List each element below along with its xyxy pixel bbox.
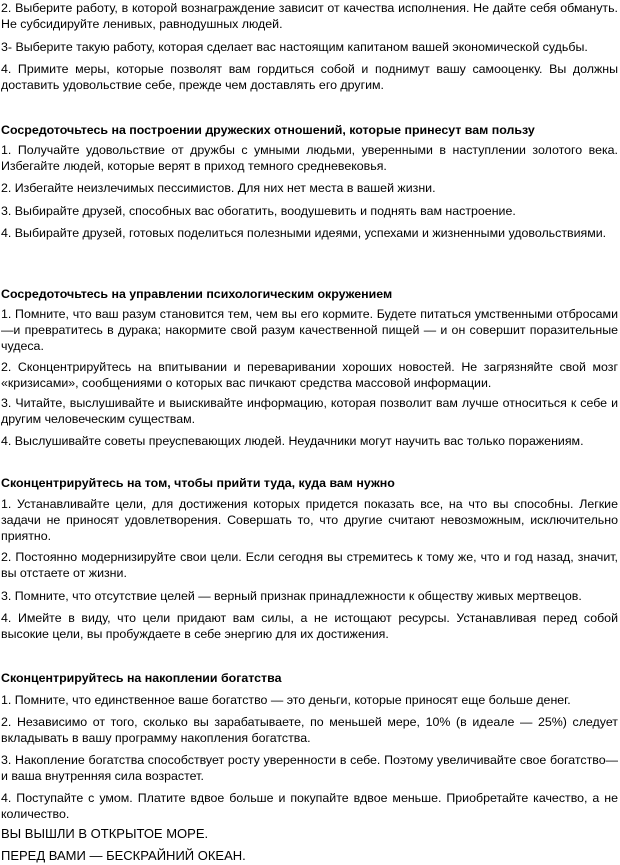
- wealth-item-2: 2. Независимо от того, сколько вы зарабатываете, по меньшей мере, 10% (в идеале — 25%) следует вкладывать в вашу программу накопления богатства.: [1, 715, 618, 745]
- friendship-item-4: 4. Выбирайте друзей, готовых поделиться полезными идеями, успехами и жизненными удовольствиями.: [1, 226, 607, 240]
- intro-paragraph-2: 2. Выберите работу, в которой вознаграждение зависит от качества исполнения. Не дайте себя обмануть. Не субсидируйте ленивых, равнодушных людей.: [1, 1, 618, 31]
- section-heading-wealth: Сконцентрируйтесь на накоплении богатства: [1, 671, 282, 685]
- environment-item-3: 3. Читайте, выслушивайте и выискивайте информацию, которая позволит вам лучше относиться к себе и другим человеческим существам.: [1, 396, 618, 426]
- wealth-item-3: 3. Накопление богатства способствует росту уверенности в себе. Поэтому увеличивайте свое богатство—и ваша внутренняя сила возрастет.: [1, 753, 618, 783]
- section-heading-friendship: Сосредоточьтесь на построении дружеских отношений, которые принесут вам пользу: [1, 123, 535, 137]
- environment-item-2: 2. Сконцентрируйтесь на впитывании и переваривании хороших новостей. Не загрязняйте свой мозг «кризисами», сообщениями о которых вас пичкают средства массовой информации.: [1, 360, 618, 390]
- section-heading-goals: Сконцентрируйтесь на том, чтобы прийти туда, куда вам нужно: [1, 476, 395, 490]
- goals-item-2: 2. Постоянно модернизируйте свои цели. Если сегодня вы стремитесь к тому же, что и год назад, значит, вы отстаете от жизни.: [1, 550, 618, 580]
- closing-line-1: ВЫ ВЫШЛИ В ОТКРЫТОЕ МОРЕ.: [1, 826, 209, 841]
- goals-item-1: 1. Устанавливайте цели, для достижения которых придется показать все, на что вы способны. Легкие задачи не приносят удовлетворения. Совершать то, что другие считают невозможным, исключительно приятно.: [1, 497, 618, 543]
- environment-item-4: 4. Выслушивайте советы преуспевающих людей. Неудачники могут научить вас только поражениям.: [1, 434, 584, 448]
- environment-item-1: 1. Помните, что ваш разум становится тем, чем вы его кормите. Будете питаться умственными отбросами—и превратитесь в дурака; накормите свой разум качественной пищей — и он совершит поразительные чудеса.: [1, 307, 618, 353]
- friendship-item-3: 3. Выбирайте друзей, способных вас обогатить, воодушевить и поднять вам настроение.: [1, 204, 516, 218]
- section-heading-environment: Сосредоточьтесь на управлении психологическим окружением: [1, 287, 393, 301]
- goals-item-4: 4. Имейте в виду, что цели придают вам силы, а не истощают ресурсы. Устанавливая перед собой высокие цели, вы пробуждаете в себе энергию для их достижения.: [1, 611, 618, 641]
- intro-paragraph-3: 3- Выберите такую работу, которая сделает вас настоящим капитаном вашей экономической судьбы.: [1, 40, 588, 54]
- wealth-item-1: 1. Помните, что единственное ваше богатство — это деньги, которые приносят еще больше денег.: [1, 693, 571, 707]
- goals-item-3: 3. Помните, что отсутствие целей — верный признак принадлежности к обществу живых мертвецов.: [1, 589, 582, 603]
- wealth-item-4: 4. Поступайте с умом. Платите вдвое больше и покупайте вдвое меньше. Приобретайте качество, а не количество.: [1, 791, 618, 821]
- friendship-item-1: 1. Получайте удовольствие от дружбы с умными людьми, уверенными в наступлении золотого века. Избегайте людей, которые верят в приход темного средневековья.: [1, 143, 618, 173]
- closing-line-2: ПЕРЕД ВАМИ — БЕСКРАЙНИЙ ОКЕАН.: [1, 848, 246, 863]
- friendship-item-2: 2. Избегайте неизлечимых пессимистов. Для них нет места в вашей жизни.: [1, 181, 436, 195]
- intro-paragraph-4: 4. Примите меры, которые позволят вам гордиться собой и поднимут вашу самооценку. Вы должны доставить удовольствие себе, прежде чем доставлять его другим.: [1, 62, 618, 92]
